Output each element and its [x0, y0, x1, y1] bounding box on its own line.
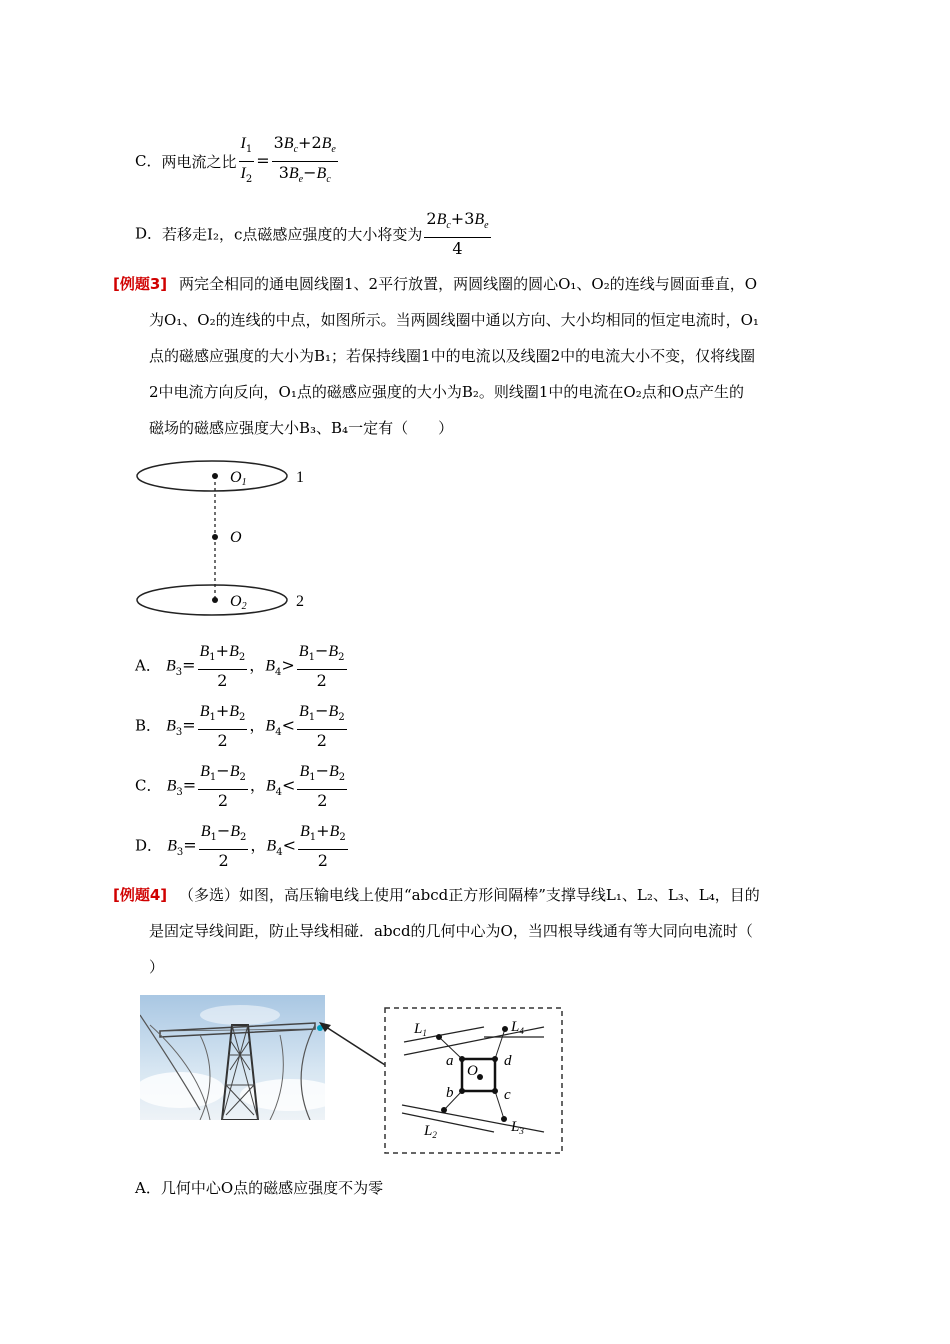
stem-line: 2中电流方向反向，O₁点的磁感应强度的大小为B₂。则线圈1中的电流在O₂点和O点产生的 — [149, 383, 745, 401]
label-l4: $L_4$ — [511, 1019, 524, 1036]
ratio-value-fraction: $\frac{3B_c+2B_e}{3B_e-B_c}$ — [273, 133, 336, 186]
label-a: a — [446, 1053, 454, 1069]
option-letter: D． — [135, 836, 163, 855]
b4-fraction: $\frac{B_1-B_2}{2}$ — [299, 761, 346, 811]
point-o2 — [212, 597, 218, 603]
option-letter: C． — [135, 152, 162, 171]
example4-label: [例题4] — [113, 886, 168, 904]
label-l1: $L_1$ — [414, 1021, 427, 1038]
b3-fraction: $\frac{B_1+B_2}{2}$ — [199, 641, 246, 691]
label-o: O — [467, 1063, 478, 1079]
option-text: 两电流之比 — [161, 153, 237, 172]
option-letter: A． — [135, 1179, 161, 1197]
b3-fraction: $\frac{B_1-B_2}{2}$ — [200, 821, 247, 871]
b4-fraction: $\frac{B_1-B_2}{2}$ — [298, 701, 345, 751]
field-value-fraction: $\frac{2B_c+3B_e}{4}$ — [426, 209, 489, 259]
label-coil-2: 2 — [296, 593, 304, 610]
relation: < — [282, 775, 296, 795]
b3-fraction: $\frac{B_1+B_2}{2}$ — [199, 701, 246, 751]
option-letter: C． — [135, 776, 162, 795]
example3-option-a: A． $B_3=$ $\frac{B_1+B_2}{2}$ ，$B_4>$ $\frac{B_1-B_2}{2}$ — [135, 641, 345, 691]
stem-line: 两完全相同的通电圆线圈1、2平行放置，两圆线圈的圆心O₁、O₂的连线与圆面垂直，O — [179, 275, 758, 293]
example3-stem — [149, 266, 841, 446]
b3-fraction: $\frac{B_1-B_2}{2}$ — [200, 761, 246, 811]
option-letter: A． — [135, 656, 161, 675]
label-l2: $L_2$ — [424, 1123, 437, 1140]
stem-line: 是固定导线间距，防止导线相碰．abcd的几何中心为O，当四根导线通有等大同向电流时（ — [149, 922, 753, 940]
coil-figure — [130, 455, 330, 625]
current-ratio-fraction: $\frac{I_1}{I_2}$ — [239, 132, 255, 191]
transmission-tower-photo — [140, 995, 325, 1120]
label-o: O — [230, 529, 242, 546]
label-b: b — [446, 1085, 454, 1101]
example4-option-a — [135, 1178, 383, 1198]
label-coil-1: 1 — [296, 469, 304, 486]
pointer-arrow — [315, 1020, 390, 1070]
option-text: 若移走I₂，c点磁感应强度的大小将变为 — [162, 225, 423, 244]
stem-line: （多选）如图，高压输电线上使用“abcd正方形间隔棒”支撑导线L₁、L₂、L₃、L₄，目的 — [179, 886, 760, 904]
stem-line: ） — [149, 958, 165, 976]
label-c: c — [504, 1087, 511, 1103]
b4-fraction: $\frac{B_1-B_2}{2}$ — [298, 641, 345, 691]
spacer-diagram — [384, 1007, 564, 1155]
label-o1: O1 — [230, 469, 247, 488]
option-text: 几何中心O点的磁感应强度不为零 — [160, 1179, 384, 1197]
example3-option-d: D． $B_3=$ $\frac{B_1-B_2}{2}$ ，$B_4<$ $\frac{B_1+B_2}{2}$ — [135, 821, 346, 871]
point-o — [212, 534, 218, 540]
example3-option-b: B． $B_3=$ $\frac{B_1+B_2}{2}$ ，$B_4<$ $\frac{B_1-B_2}{2}$ — [135, 701, 345, 751]
label-d: d — [504, 1053, 512, 1069]
example4-stem — [149, 877, 841, 985]
stem-line: 点的磁感应强度的大小为B₁；若保持线圈1中的电流以及线圈2中的电流大小不变，仅将线圈 — [149, 347, 756, 365]
b4-fraction: $\frac{B_1+B_2}{2}$ — [299, 821, 346, 871]
label-l3: $L_3$ — [511, 1119, 524, 1136]
prev-option-d — [135, 208, 493, 260]
option-letter: B． — [135, 716, 162, 735]
example3-label: [例题3] — [113, 275, 168, 293]
relation: < — [281, 715, 295, 735]
option-letter: D． — [135, 224, 163, 243]
stem-line: 磁场的磁感应强度大小B₃、B₄一定有（ ） — [149, 419, 454, 437]
point-o1 — [212, 473, 218, 479]
stem-line: 为O₁、O₂的连线的中点，如图所示。当两圆线圈中通以方向、大小均相同的恒定电流时，O₁ — [149, 311, 759, 329]
relation: < — [282, 835, 296, 855]
prev-option-c: C．两电流之比 $\frac{I_1}{I_2}$ = $\frac{3B_c+2B_e}{3B_e-B_c}$ — [135, 132, 340, 191]
example3-option-c: C． $B_3=$ $\frac{B_1-B_2}{2}$ ，$B_4<$ $\frac{B_1-B_2}{2}$ — [135, 761, 346, 811]
relation: > — [281, 655, 295, 675]
label-o2: O2 — [230, 593, 247, 612]
